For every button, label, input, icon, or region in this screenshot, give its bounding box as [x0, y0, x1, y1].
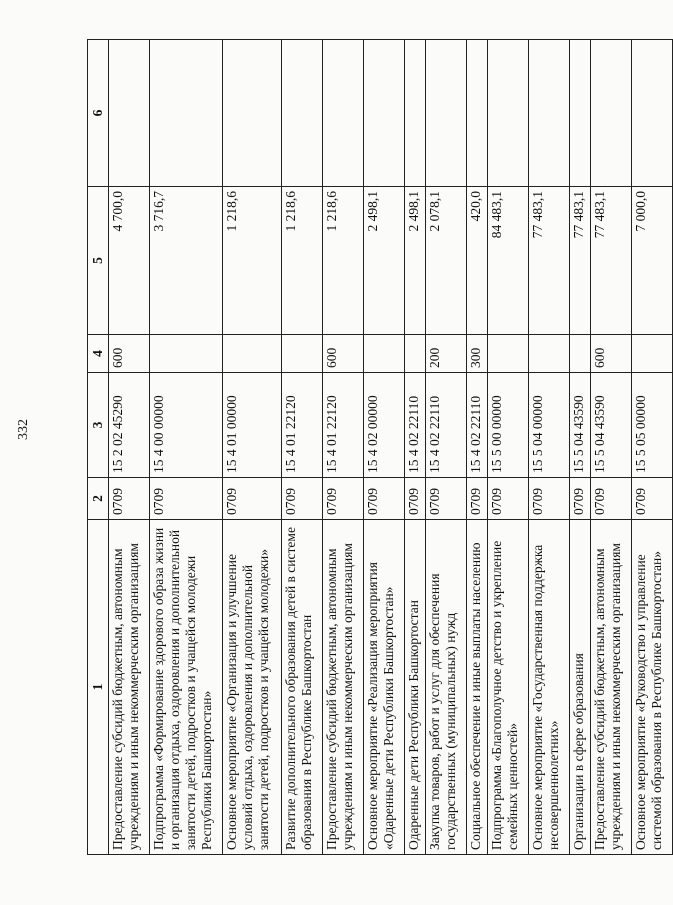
- row-name: Предоставление субсидий бюджетным, автономным учреждениям и иным некоммерческим организациям: [109, 520, 150, 855]
- row-target-article: 15 5 00 00000: [488, 373, 529, 478]
- row-target-article: 15 2 02 45290: [109, 373, 150, 478]
- row-name: Подпрограмма «Благополучное детство и укрепление семейных ценностей»: [488, 520, 529, 855]
- header-col-2: 2: [88, 478, 109, 520]
- row-col6: [364, 40, 405, 187]
- row-amount: 77 483,1: [570, 187, 591, 335]
- table-row: [467, 40, 488, 855]
- row-expense-type: [282, 335, 323, 373]
- row-amount: 7 000,0: [632, 187, 673, 335]
- row-target-article: 15 5 04 43590: [591, 373, 632, 478]
- row-amount: 1 218,6: [223, 187, 282, 335]
- table-row: [426, 40, 467, 855]
- row-col6: [426, 40, 467, 187]
- row-section-code: 0709: [570, 478, 591, 520]
- row-amount: 1 218,6: [282, 187, 323, 335]
- row-col6: [150, 40, 223, 187]
- row-col6: [405, 40, 426, 187]
- row-section-code: 0709: [426, 478, 467, 520]
- row-name: Основное мероприятие «Руководство и управление системой образования в Республике Башкортостан»: [632, 520, 673, 855]
- table-header-row: [88, 40, 109, 855]
- page-number: 332: [16, 419, 31, 440]
- row-amount: 2 498,1: [364, 187, 405, 335]
- row-name: Предоставление субсидий бюджетным, автономным учреждениям и иным некоммерческим организациям: [323, 520, 364, 855]
- row-expense-type: [488, 335, 529, 373]
- row-name: Закупка товаров, работ и услуг для обеспечения государственных (муниципальных) нужд: [426, 520, 467, 855]
- row-col6: [570, 40, 591, 187]
- row-col6: [632, 40, 673, 187]
- row-expense-type: [223, 335, 282, 373]
- row-expense-type: [405, 335, 426, 373]
- row-target-article: 15 4 02 00000: [364, 373, 405, 478]
- row-name: Организации в сфере образования: [570, 520, 591, 855]
- row-name: Основное мероприятие «Государственная поддержка несовершеннолетних»: [529, 520, 570, 855]
- row-col6: [109, 40, 150, 187]
- row-target-article: 15 4 02 22110: [405, 373, 426, 478]
- row-target-article: 15 4 00 00000: [150, 373, 223, 478]
- row-amount: 84 483,1: [488, 187, 529, 335]
- table-row: [529, 40, 570, 855]
- table-row: [591, 40, 632, 855]
- row-name: Основное мероприятие «Организация и улучшение условий отдыха, оздоровления и дополнительной занятости детей, подростков и учащейся молодежи»: [223, 520, 282, 855]
- row-section-code: 0709: [591, 478, 632, 520]
- row-col6: [467, 40, 488, 187]
- row-name: Основное мероприятие «Реализация мероприятия «Одаренные дети Республики Башкортостан»: [364, 520, 405, 855]
- table-row: [364, 40, 405, 855]
- row-expense-type: 300: [467, 335, 488, 373]
- row-amount: 1 218,6: [323, 187, 364, 335]
- row-col6: [591, 40, 632, 187]
- row-target-article: 15 4 02 22110: [467, 373, 488, 478]
- row-amount: 3 716,7: [150, 187, 223, 335]
- table-row: [282, 40, 323, 855]
- table-row: [632, 40, 673, 855]
- row-expense-type: [529, 335, 570, 373]
- row-target-article: 15 5 04 43590: [570, 373, 591, 478]
- header-col-1: 1: [88, 520, 109, 855]
- row-name: Социальное обеспечение и иные выплаты населению: [467, 520, 488, 855]
- row-col6: [282, 40, 323, 187]
- budget-table-container: [87, 40, 664, 855]
- row-col6: [323, 40, 364, 187]
- table-row: [150, 40, 223, 855]
- header-col-4: 4: [88, 335, 109, 373]
- row-amount: 2 498,1: [405, 187, 426, 335]
- row-target-article: 15 4 02 22110: [426, 373, 467, 478]
- row-section-code: 0709: [109, 478, 150, 520]
- table-row: [405, 40, 426, 855]
- row-col6: [529, 40, 570, 187]
- table-row: [323, 40, 364, 855]
- row-amount: 77 483,1: [591, 187, 632, 335]
- row-section-code: 0709: [223, 478, 282, 520]
- row-section-code: 0709: [529, 478, 570, 520]
- row-section-code: 0709: [364, 478, 405, 520]
- row-amount: 4 700,0: [109, 187, 150, 335]
- row-expense-type: 600: [109, 335, 150, 373]
- row-name: Одаренные дети Республики Башкортостан: [405, 520, 426, 855]
- table-row: [488, 40, 529, 855]
- row-expense-type: 600: [591, 335, 632, 373]
- row-col6: [223, 40, 282, 187]
- row-name: Подпрограмма «Формирование здорового образа жизни и организация отдыха, оздоровления и дополнительной занятости детей, подростков и учащейся молодежи Республики Башкортостан»: [150, 520, 223, 855]
- row-target-article: 15 4 01 00000: [223, 373, 282, 478]
- row-section-code: 0709: [323, 478, 364, 520]
- row-expense-type: 600: [323, 335, 364, 373]
- row-section-code: 0709: [282, 478, 323, 520]
- table-row: [223, 40, 282, 855]
- row-section-code: 0709: [405, 478, 426, 520]
- header-col-6: 6: [88, 40, 109, 187]
- row-expense-type: [570, 335, 591, 373]
- row-section-code: 0709: [488, 478, 529, 520]
- table-row: [109, 40, 150, 855]
- row-section-code: 0709: [467, 478, 488, 520]
- row-target-article: 15 5 05 00000: [632, 373, 673, 478]
- row-amount: 420,0: [467, 187, 488, 335]
- header-col-5: 5: [88, 187, 109, 335]
- row-section-code: 0709: [150, 478, 223, 520]
- row-amount: 2 078,1: [426, 187, 467, 335]
- row-expense-type: [632, 335, 673, 373]
- row-target-article: 15 5 04 00000: [529, 373, 570, 478]
- row-expense-type: 200: [426, 335, 467, 373]
- table-row: [570, 40, 591, 855]
- row-name: Развитие дополнительного образования детей в системе образования в Республике Башкортостан: [282, 520, 323, 855]
- row-expense-type: [150, 335, 223, 373]
- budget-table: [87, 39, 673, 855]
- row-target-article: 15 4 01 22120: [323, 373, 364, 478]
- row-expense-type: [364, 335, 405, 373]
- row-col6: [488, 40, 529, 187]
- row-amount: 77 483,1: [529, 187, 570, 335]
- row-name: Предоставление субсидий бюджетным, автономным учреждениям и иным некоммерческим организациям: [591, 520, 632, 855]
- header-col-3: 3: [88, 373, 109, 478]
- row-target-article: 15 4 01 22120: [282, 373, 323, 478]
- row-section-code: 0709: [632, 478, 673, 520]
